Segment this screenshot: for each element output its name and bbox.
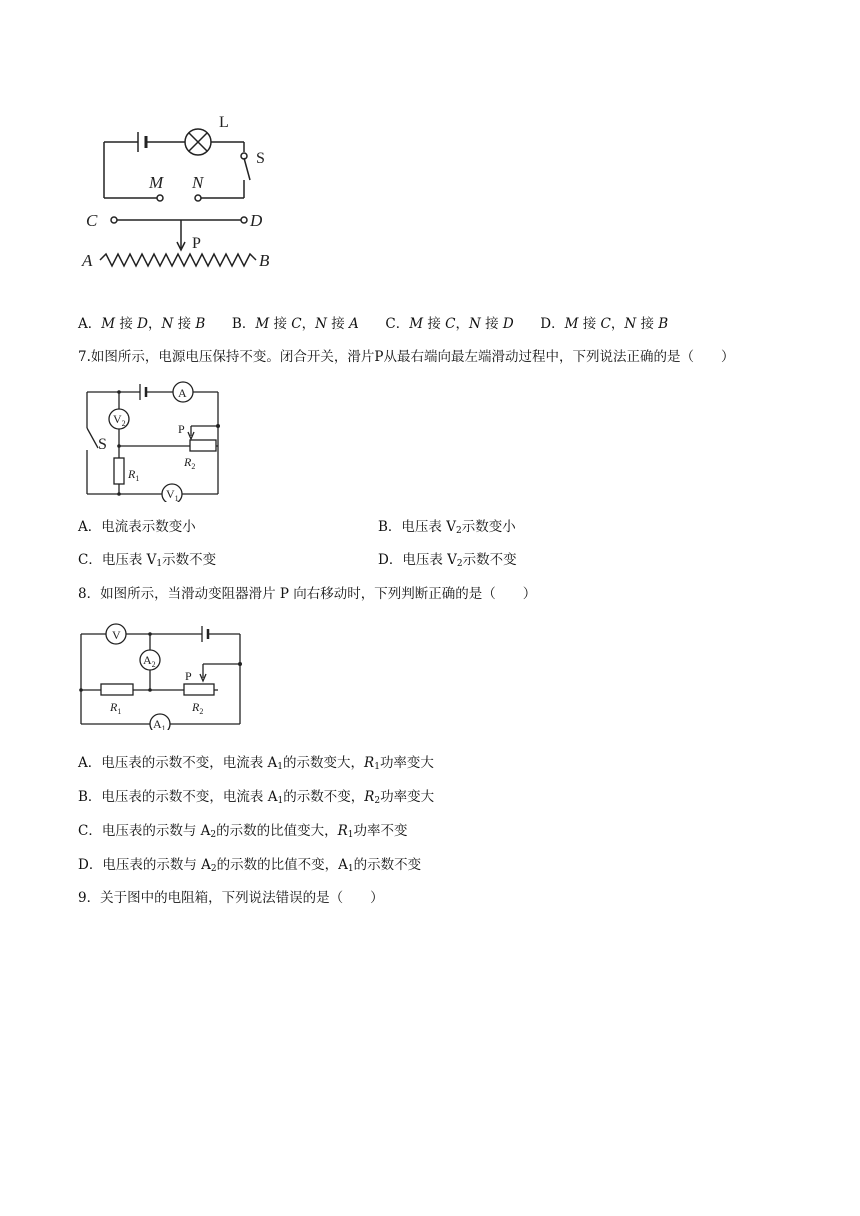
label-A: A xyxy=(82,251,93,270)
label-r1: $R_1$ xyxy=(110,700,122,716)
label-ammeter-a2: $A_2$ xyxy=(143,653,156,669)
q7-stem: 7.如图所示，电源电压保持不变。闭合开关，滑片P从最右端向最左端滑动过程中，下列说法正确的是（ ） xyxy=(78,349,735,365)
label-voltmeter-v1: $V_1$ xyxy=(166,487,179,502)
q8-option-c: C．电压表的示数与 $A_2$的示数的比值变大，$R_1$功率不变 xyxy=(78,823,408,840)
q6-circuit-diagram xyxy=(78,108,288,278)
q6-option-a: A．M 接 D，N 接 B xyxy=(78,316,206,332)
q8-circuit-diagram xyxy=(78,620,248,730)
switch-blade xyxy=(244,158,250,180)
q7-option-a: A．电流表示数变小 xyxy=(78,519,196,535)
q7-option-b: B．电压表 $V_2$示数变小 xyxy=(378,519,516,536)
q8-option-b: B．电压表的示数不变，电流表 $A_1$的示数不变，$R_2$功率变大 xyxy=(78,789,435,806)
q8-option-d: D．电压表的示数与 $A_2$的示数的比值不变，$A_1$的示数不变 xyxy=(78,857,422,874)
label-C: C xyxy=(86,211,98,230)
label-B: B xyxy=(259,251,270,270)
q6-option-c: C．M 接 C，N 接 D xyxy=(385,316,514,332)
label-slider-p: P xyxy=(178,422,185,436)
q7-circuit-diagram xyxy=(78,376,238,502)
label-N: N xyxy=(192,173,204,192)
label-r2: $R_2$ xyxy=(192,700,204,716)
label-voltmeter-v: V xyxy=(112,628,121,642)
label-ammeter-a1: $A_1$ xyxy=(153,717,166,730)
label-S: S xyxy=(256,150,265,167)
label-D: D xyxy=(250,211,263,230)
label-voltmeter-v2: $V_2$ xyxy=(113,412,126,428)
label-L: L xyxy=(219,114,229,131)
q8-stem: 8．如图所示，当滑动变阻器滑片 P 向右移动时，下列判断正确的是（ ） xyxy=(78,586,537,602)
label-M: M xyxy=(149,173,164,192)
q9-stem: 9．关于图中的电阻箱，下列说法错误的是（ ） xyxy=(78,890,384,906)
q7-option-d: D．电压表 $V_2$示数不变 xyxy=(378,552,517,569)
q6-option-b: B．M 接 C，N 接 A xyxy=(231,316,359,332)
label-r1: $R_1$ xyxy=(128,467,140,483)
q8-option-a: A．电压表的示数不变，电流表 $A_1$的示数变大，$R_1$功率变大 xyxy=(78,755,434,772)
label-switch-s: S xyxy=(98,436,107,453)
label-slider-p: P xyxy=(185,669,192,683)
label-ammeter-a: A xyxy=(178,386,187,400)
q6-option-d: D．M 接 C，N 接 B xyxy=(540,316,669,332)
label-r2: $R_2$ xyxy=(184,455,196,471)
label-P: P xyxy=(192,235,201,252)
q6-options xyxy=(78,315,668,333)
q7-option-c: C．电压表 $V_1$示数不变 xyxy=(78,552,217,569)
